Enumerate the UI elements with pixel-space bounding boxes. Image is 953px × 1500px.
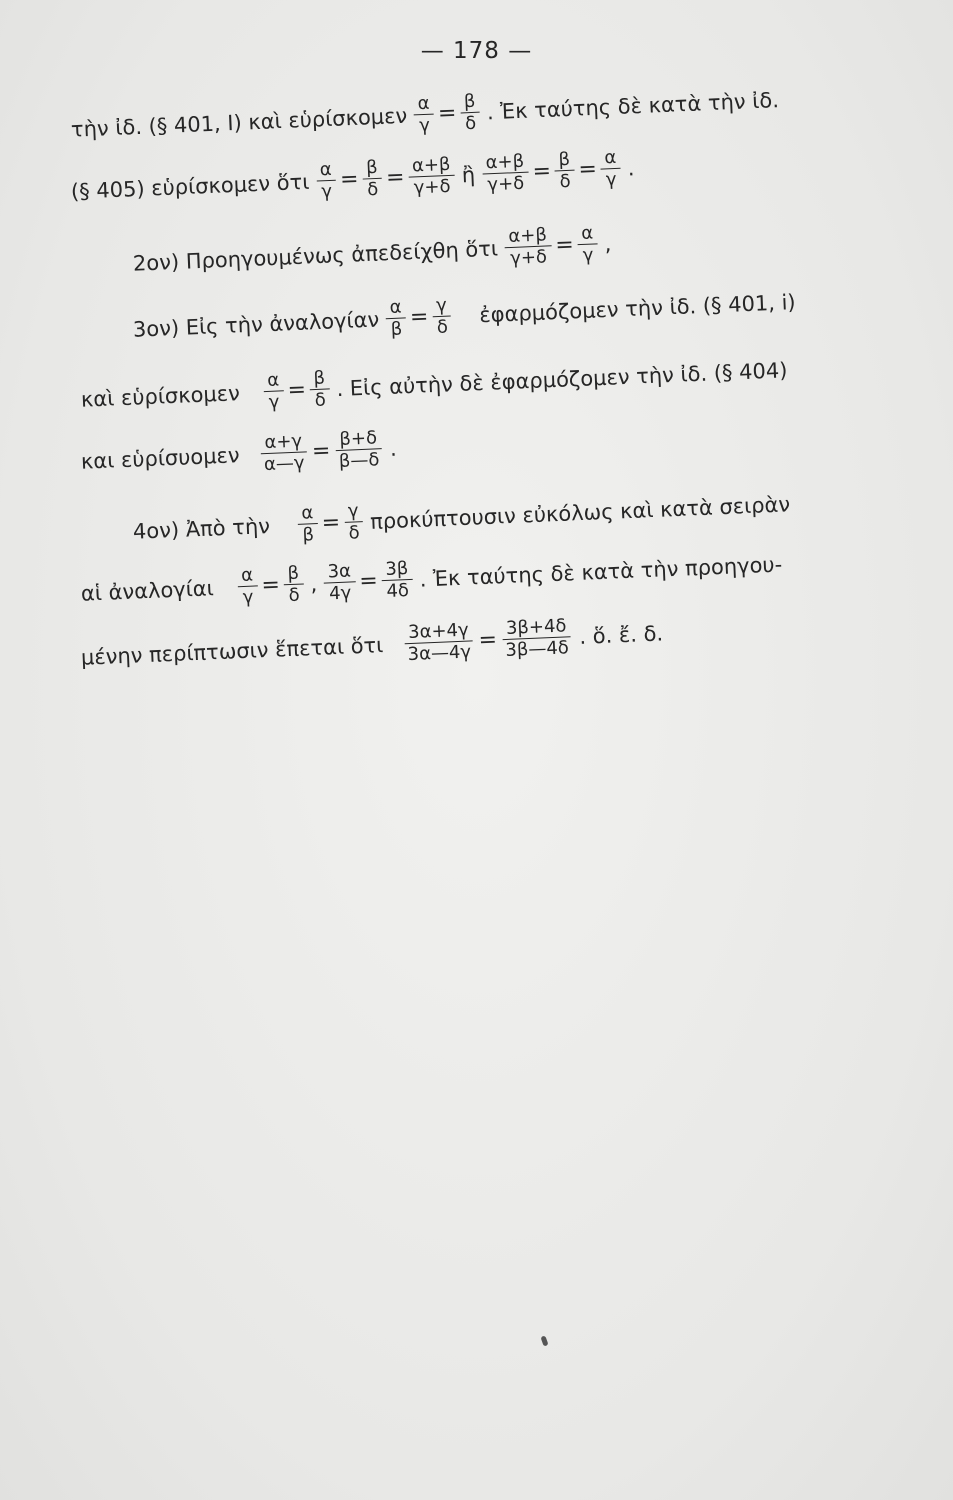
line-text: προκύπτουσιν εὐκόλως καὶ κατὰ σειρὰν <box>369 491 791 534</box>
text-line-6 <box>75 426 402 483</box>
line-text: . Ἐκ ταύτης δὲ κατὰ τὴν προηγου- <box>419 551 783 592</box>
fraction: $\frac{3\alpha+4\gamma}{3\alpha—4\gamma}$ <box>402 619 475 665</box>
line-text: . ὅ. ἔ. δ. <box>578 620 664 649</box>
fraction: $\frac{3\beta+4\delta}{3\beta—4\delta}$ <box>500 615 573 661</box>
fraction: $\frac{\alpha}{\gamma}$ <box>413 93 435 137</box>
line-text: , <box>604 231 612 256</box>
line-text: ἐφαρμόζομεν τὴν ἰδ. (§ 401, i) <box>478 289 797 327</box>
line-text: 2ον) Προηγουμένως ἀπεδείχθη ὅτι <box>132 236 499 276</box>
fraction: $\frac{\beta}{\delta}$ <box>554 149 575 193</box>
fraction: $\frac{\alpha+\beta}{\gamma+\delta}$ <box>504 224 552 269</box>
fraction: $\frac{\gamma}{\delta}$ <box>431 294 452 338</box>
text-line-2 <box>65 146 640 213</box>
equals-sign: = <box>409 304 429 331</box>
fraction: $\frac{\alpha}{\gamma}$ <box>315 159 337 203</box>
line-text: μένην περίπτωσιν ἕπεται ὅτι <box>80 632 384 670</box>
fraction: $\frac{\beta}{\delta}$ <box>283 562 304 606</box>
fraction: $\frac{\beta}{\delta}$ <box>309 367 330 411</box>
fraction: $\frac{\alpha}{\gamma}$ <box>600 147 622 191</box>
fraction: $\frac{\beta+\delta}{\beta—\delta}$ <box>334 427 384 472</box>
line-text: . Ἐκ ταύτης δὲ κατὰ τὴν ἰδ. <box>486 87 780 124</box>
line-text: αἱ ἀναλογίαι <box>80 575 215 606</box>
fraction: $\frac{\alpha}{\gamma}$ <box>577 222 599 266</box>
line-text: . <box>389 436 398 461</box>
fraction: $\frac{\gamma}{\delta}$ <box>343 500 364 544</box>
fraction: $\frac{\alpha+\beta}{\gamma+\delta}$ <box>481 151 529 196</box>
line-text: (§ 405) εὑρίσκομεν ὅτι <box>70 169 310 204</box>
line-text: . Εἰς αὐτὴν δὲ ἐφαρμόζομεν τὴν ἰδ. (§ 404) <box>336 357 788 401</box>
equals-sign: = <box>261 572 281 599</box>
line-text: 4ον) Ἀπὸ τὴν <box>132 513 271 544</box>
equals-sign: = <box>577 156 598 183</box>
fraction: $\frac{\alpha+\gamma}{\alpha—\gamma}$ <box>259 430 309 475</box>
text-line-5 <box>75 348 793 421</box>
text-line-8 <box>75 542 788 615</box>
line-text: ἢ <box>461 162 476 187</box>
line-text: 3ον) Εἰς τὴν ἀναλογίαν <box>132 306 380 342</box>
fraction: $\frac{3\beta}{4\delta}$ <box>381 558 414 602</box>
equals-sign: = <box>478 627 498 654</box>
line-text: τὴν ἰδ. (§ 401, Ι) καὶ εὑρίσκομεν <box>70 103 408 142</box>
line-text: καὶ εὑρίσκομεν <box>80 380 241 412</box>
text-line-7 <box>127 482 796 553</box>
line-text: . <box>627 155 635 180</box>
fraction: $\frac{\alpha}{\beta}$ <box>385 296 407 340</box>
fraction: $\frac{\alpha}{\gamma}$ <box>237 564 259 608</box>
equals-sign: = <box>321 510 341 536</box>
fraction: $\frac{\alpha}{\gamma}$ <box>263 369 285 413</box>
equals-sign: = <box>532 158 552 185</box>
equals-sign: = <box>311 438 331 465</box>
text-line-4 <box>127 280 801 351</box>
equals-sign: = <box>385 164 405 191</box>
text-line-1 <box>65 78 785 151</box>
fraction: $\frac{3\alpha}{4\gamma}$ <box>323 560 356 604</box>
line-text: , <box>309 571 318 596</box>
equals-sign: = <box>358 568 379 595</box>
equals-sign: = <box>437 100 457 127</box>
text-line-3 <box>127 222 617 285</box>
fraction: $\frac{\alpha+\beta}{\gamma+\delta}$ <box>408 154 456 199</box>
equals-sign: = <box>554 232 575 259</box>
fraction: $\frac{\beta}{\delta}$ <box>460 91 481 135</box>
equals-sign: = <box>287 377 307 404</box>
page-number: — 178 — <box>420 38 533 64</box>
ink-speck <box>540 1335 548 1346</box>
line-text: και εὑρίσυομεν <box>80 442 241 474</box>
fraction: $\frac{\beta}{\delta}$ <box>362 157 383 201</box>
fraction: $\frac{\alpha}{\beta}$ <box>297 502 319 546</box>
text-line-9 <box>75 611 669 679</box>
equals-sign: = <box>339 166 360 193</box>
